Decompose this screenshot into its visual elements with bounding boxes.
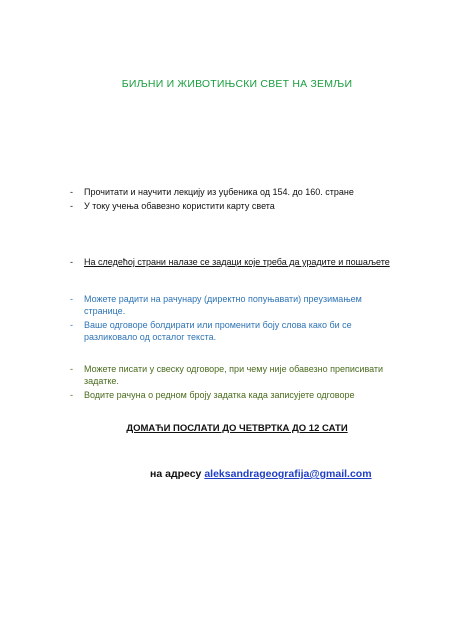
list-item [70, 293, 400, 317]
computer-instructions [70, 293, 400, 345]
deadline-notice: ДОМАЋИ ПОСЛАТИ ДО ЧЕТВРТКА ДО 12 САТИ [126, 423, 348, 434]
list-item [70, 389, 400, 401]
list-item [70, 186, 400, 198]
instruction-text: Можете писати у свеску одговоре, при чему није обавезно преписивати задатке. [84, 364, 384, 386]
bullet-dash: - [70, 187, 73, 197]
reading-instructions [70, 186, 400, 214]
bullet-dash: - [70, 364, 73, 374]
tasks-note-text: На следећој страни налазе се задаци које треба да урадите и пошаљете [84, 257, 390, 267]
email-line [150, 468, 372, 480]
page-title: БИЉНИ И ЖИВОТИЊСКИ СВЕТ НА ЗЕМЉИ [121, 78, 353, 90]
bullet-dash: - [70, 201, 73, 211]
list-item [70, 200, 400, 212]
instruction-text: Прочитати и научити лекцију из уџбеника од 154. до 160. стране [84, 187, 354, 197]
list-item [70, 256, 400, 268]
instruction-text: Водите рачуна о редном броју задатка када записујете одговоре [84, 390, 355, 400]
list-item [70, 363, 400, 387]
bullet-dash: - [70, 294, 73, 304]
list-item [70, 319, 400, 343]
notebook-instructions [70, 363, 400, 403]
instruction-text: У току учења обавезно користити карту света [84, 201, 275, 211]
instruction-text: Ваше одговоре болдирати или променити боју слова како би се разликовало од осталог текста. [84, 320, 352, 342]
address-prefix: на адресу [150, 468, 205, 480]
tasks-note [70, 256, 400, 270]
instruction-text: Можете радити на рачунару (директно попуњавати) преузимањем странице. [84, 294, 362, 316]
bullet-dash: - [70, 320, 73, 330]
bullet-dash: - [70, 390, 73, 400]
bullet-dash: - [70, 257, 73, 267]
email-link[interactable]: aleksandrageografija@gmail.com [204, 468, 372, 480]
